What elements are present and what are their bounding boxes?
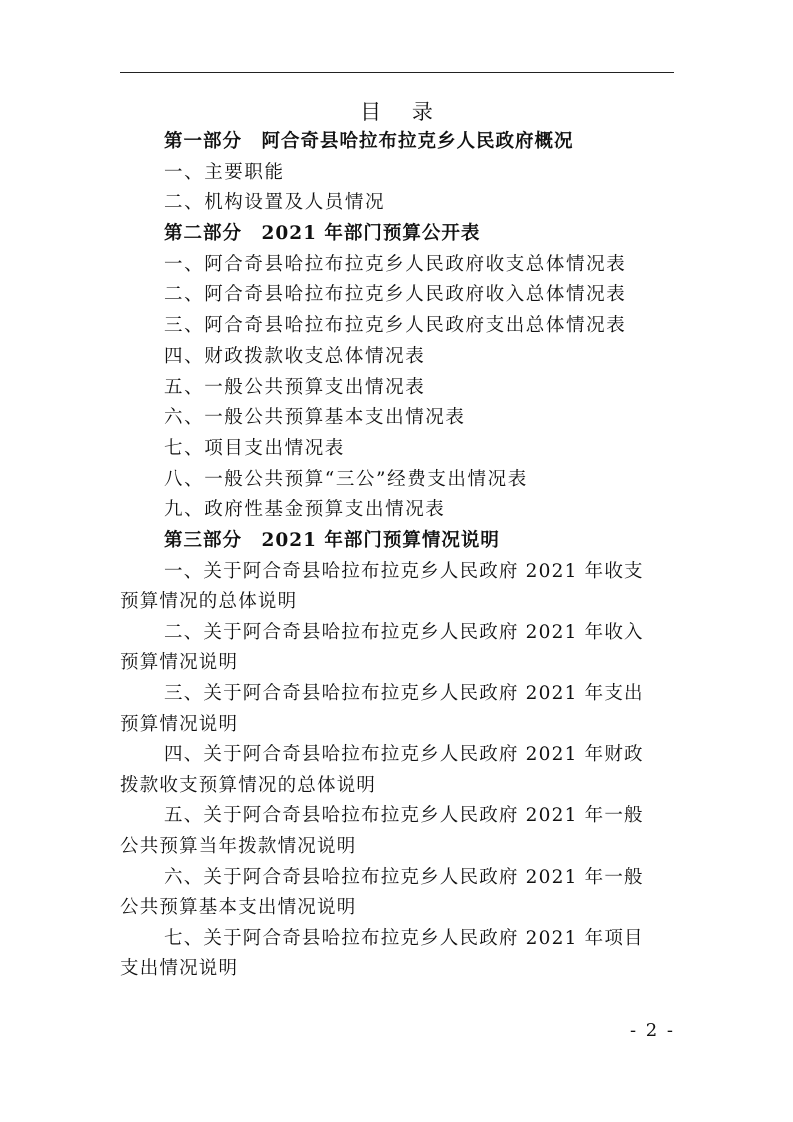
toc-paragraph-line: 三、关于阿合奇县哈拉布拉克乡人民政府 2021 年支出 bbox=[164, 683, 644, 704]
toc-item: 二、阿合奇县哈拉布拉克乡人民政府收入总体情况表 bbox=[164, 284, 627, 306]
toc-paragraph bbox=[120, 863, 679, 924]
toc-paragraph-line: 预算情况说明 bbox=[120, 652, 239, 674]
toc-paragraph bbox=[120, 679, 679, 740]
toc-paragraph-line: 一、关于阿合奇县哈拉布拉克乡人民政府 2021 年收支 bbox=[164, 560, 644, 582]
toc-paragraph-line: 支出情况说明 bbox=[120, 958, 239, 980]
toc-item: 一、阿合奇县哈拉布拉克乡人民政府收支总体情况表 bbox=[164, 253, 627, 275]
toc-item: 三、阿合奇县哈拉布拉克乡人民政府支出总体情况表 bbox=[164, 315, 627, 337]
header-rule bbox=[120, 72, 674, 73]
toc-item: 九、政府性基金预算支出情况表 bbox=[164, 499, 446, 521]
table-of-contents bbox=[120, 127, 679, 985]
toc-paragraph bbox=[120, 801, 679, 862]
toc-paragraph-line: 公共预算基本支出情况说明 bbox=[120, 897, 357, 919]
toc-paragraph bbox=[120, 618, 679, 679]
toc-paragraph bbox=[120, 740, 679, 801]
toc-paragraph-line: 七、关于阿合奇县哈拉布拉克乡人民政府 2021 年项目 bbox=[164, 927, 644, 949]
toc-item: 八、一般公共预算“三公”经费支出情况表 bbox=[164, 468, 528, 490]
toc-item: 二、机构设置及人员情况 bbox=[164, 192, 386, 214]
toc-paragraph-line: 预算情况的总体说明 bbox=[120, 591, 298, 613]
toc-paragraph-line: 四、关于阿合奇县哈拉布拉克乡人民政府 2021 年财政 bbox=[164, 744, 644, 766]
toc-paragraph-line: 五、关于阿合奇县哈拉布拉克乡人民政府 2021 年一般 bbox=[164, 805, 644, 827]
toc-item: 四、财政拨款收支总体情况表 bbox=[164, 345, 426, 367]
toc-item: 七、项目支出情况表 bbox=[164, 437, 345, 459]
part1-heading: 第一部分 阿合奇县哈拉布拉克乡人民政府概况 bbox=[164, 131, 574, 152]
page-title: 目 录 bbox=[360, 100, 445, 124]
toc-paragraph-line: 公共预算当年拨款情况说明 bbox=[120, 835, 357, 857]
toc-paragraph-line: 二、关于阿合奇县哈拉布拉克乡人民政府 2021 年收入 bbox=[164, 621, 644, 643]
page-number: - 2 - bbox=[629, 1020, 675, 1041]
toc-paragraph-line: 拨款收支预算情况的总体说明 bbox=[120, 774, 377, 796]
toc-paragraph bbox=[120, 924, 679, 985]
toc-paragraph bbox=[120, 557, 679, 618]
toc-item: 五、一般公共预算支出情况表 bbox=[164, 376, 426, 398]
toc-item: 六、一般公共预算基本支出情况表 bbox=[164, 407, 466, 429]
toc-item: 一、主要职能 bbox=[164, 161, 285, 183]
toc-paragraph-line: 预算情况说明 bbox=[120, 713, 239, 735]
part2-heading: 第二部分 2021 年部门预算公开表 bbox=[164, 223, 481, 245]
part3-heading: 第三部分 2021 年部门预算情况说明 bbox=[164, 529, 500, 551]
toc-paragraph-line: 六、关于阿合奇县哈拉布拉克乡人民政府 2021 年一般 bbox=[164, 866, 644, 888]
